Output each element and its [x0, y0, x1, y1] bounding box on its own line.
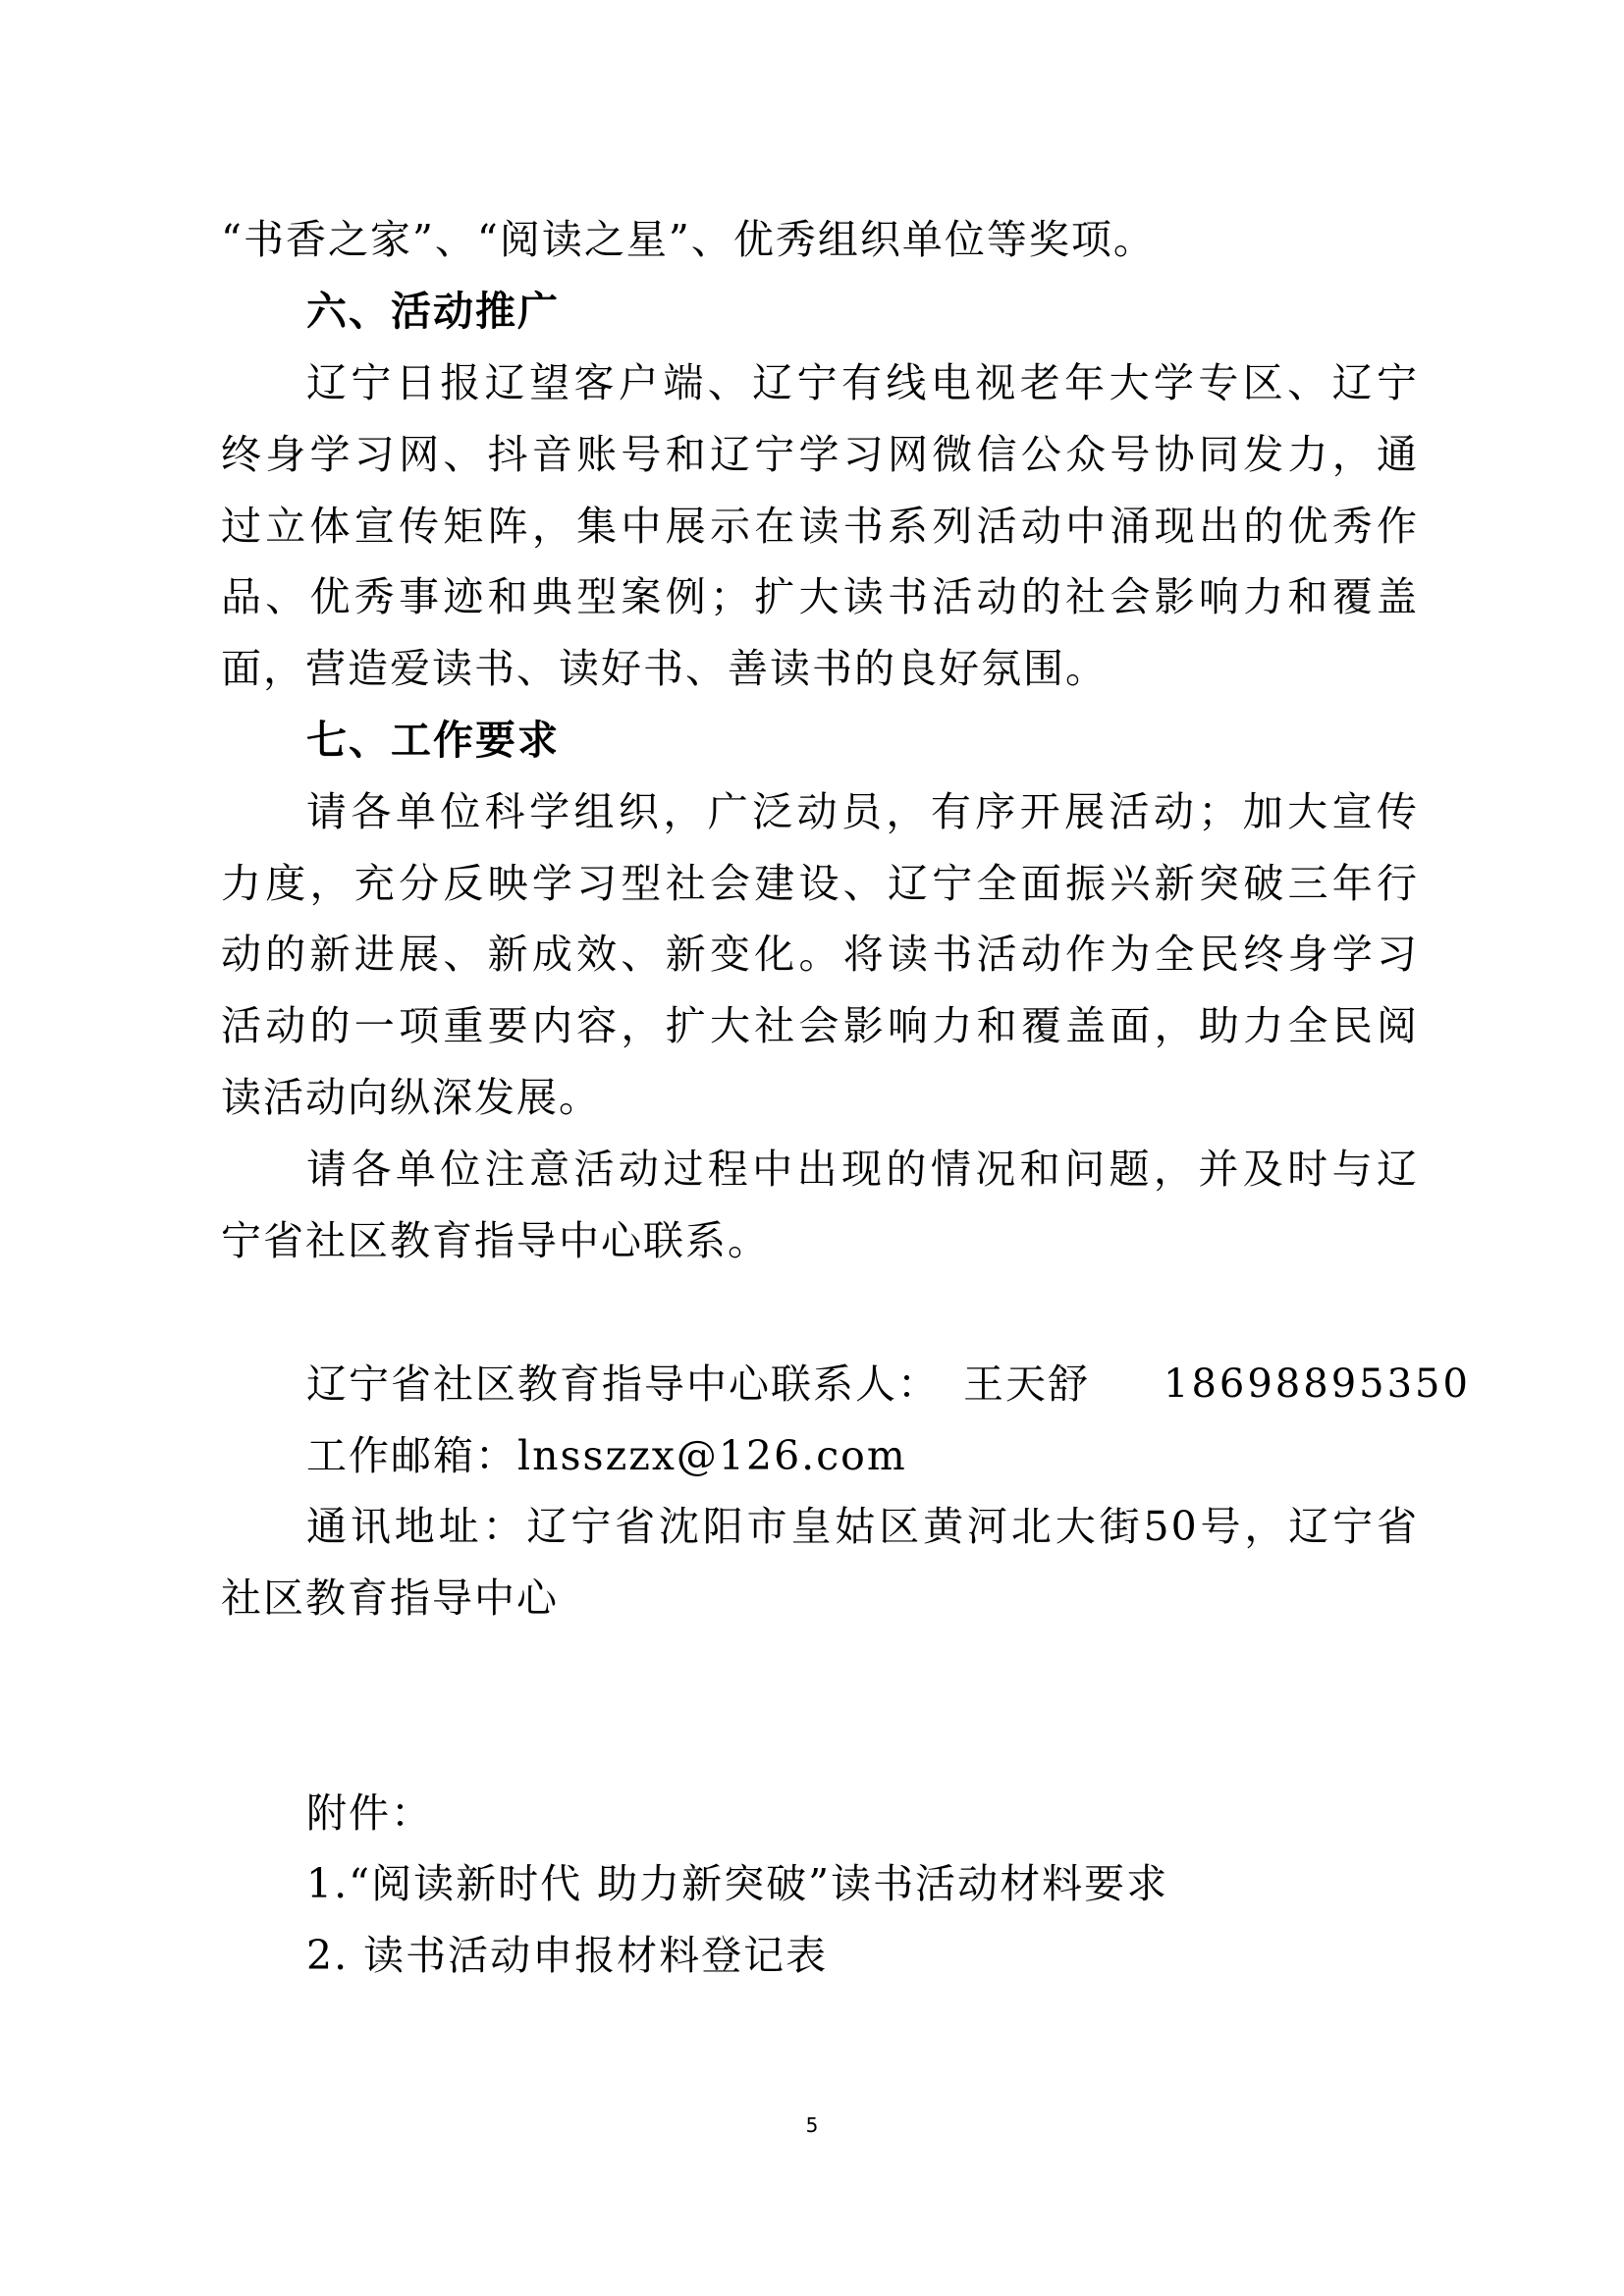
paragraph-line: 请各单位科学组织，广泛动员，有序开展活动；加大宣传 [306, 788, 1419, 835]
contact-email: 工作邮箱：lnsszzx@126.com [306, 1432, 907, 1479]
attachment-item: 2. 读书活动申报材料登记表 [306, 1932, 829, 1979]
paragraph-line: 品、优秀事迹和典型案例；扩大读书活动的社会影响力和覆盖 [221, 573, 1419, 620]
paragraph-line: 宁省社区教育指导中心联系。 [221, 1217, 770, 1264]
contact-address-line: 社区教育指导中心 [221, 1575, 559, 1622]
paragraph-line: 动的新进展、新成效、新变化。将读书活动作为全民终身学习 [221, 931, 1419, 978]
contact-name: 王天舒 [963, 1361, 1090, 1408]
contact-label: 辽宁省社区教育指导中心联系人： [306, 1361, 940, 1408]
attachments-label: 附件： [306, 1789, 433, 1837]
section7-heading: 七、工作要求 [306, 717, 560, 764]
paragraph-line: 终身学习网、抖音账号和辽宁学习网微信公众号协同发力，通 [221, 431, 1419, 478]
page-number: 5 [805, 2113, 819, 2137]
paragraph-line: 过立体宣传矩阵，集中展示在读书系列活动中涌现出的优秀作 [221, 503, 1419, 550]
paragraph-line: 辽宁日报辽望客户端、辽宁有线电视老年大学专区、辽宁 [306, 359, 1419, 406]
contact-person-label [306, 1353, 1090, 1415]
paragraph-line: 请各单位注意活动过程中出现的情况和问题，并及时与辽 [306, 1146, 1419, 1193]
paragraph-line: 活动的一项重要内容，扩大社会影响力和覆盖面，助力全民阅 [221, 1002, 1419, 1049]
paragraph-line: 读活动向纵深发展。 [221, 1074, 601, 1121]
paragraph-line: 力度，充分反映学习型社会建设、辽宁全面振兴新突破三年行 [221, 860, 1419, 907]
section6-heading: 六、活动推广 [306, 288, 560, 335]
intro-line: “书香之家”、“阅读之星”、优秀组织单位等奖项。 [221, 216, 1156, 263]
paragraph-line: 面，营造爱读书、读好书、善读书的良好氛围。 [221, 645, 1108, 692]
contact-phone: 18698895350 [1164, 1362, 1471, 1407]
attachment-item: 1.“阅读新时代 助力新突破”读书活动材料要求 [306, 1860, 1169, 1907]
contact-address-line: 通讯地址：辽宁省沈阳市皇姑区黄河北大街50号，辽宁省 [306, 1503, 1419, 1550]
